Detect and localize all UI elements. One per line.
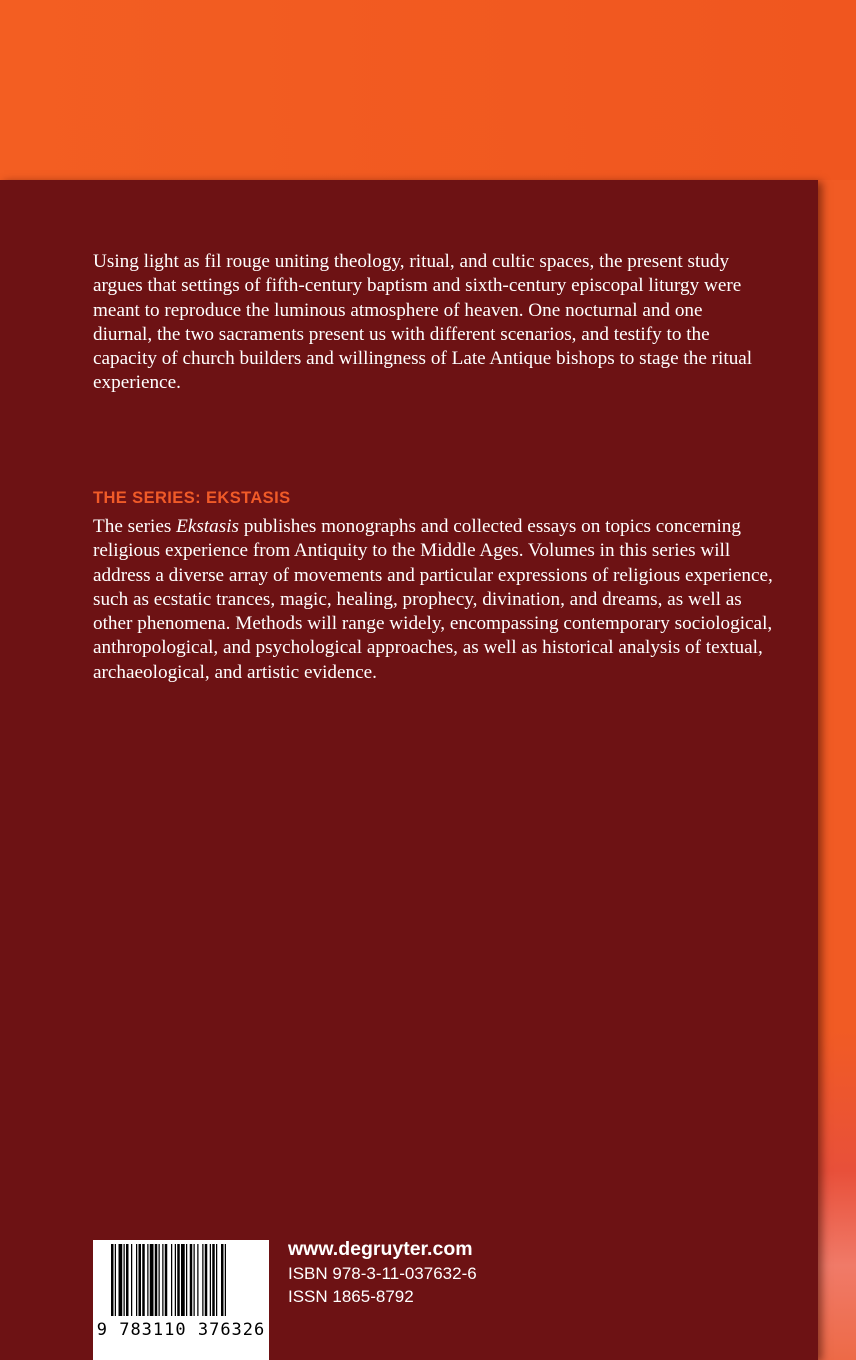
barcode-bar	[139, 1244, 142, 1316]
publisher-info	[288, 1236, 477, 1308]
barcode-bar	[210, 1244, 211, 1316]
series-heading: THE SERIES: EKSTASIS	[93, 489, 291, 507]
isbn-number: ISBN 978-3-11-037632-6	[288, 1264, 477, 1283]
barcode-digits: 9 783110 376326	[96, 1320, 266, 1340]
barcode-bar	[175, 1244, 176, 1316]
barcode-bar	[202, 1244, 203, 1316]
barcode-bar	[124, 1244, 125, 1316]
barcode-bar	[165, 1244, 168, 1316]
barcode-bar	[119, 1244, 123, 1316]
barcode-bar	[147, 1244, 148, 1316]
barcode-bar	[181, 1244, 185, 1316]
barcode-bar	[131, 1244, 132, 1316]
barcode-bar	[111, 1244, 114, 1316]
barcode-bar	[205, 1244, 208, 1316]
barcode-bar	[177, 1244, 180, 1316]
series-description-prefix: The series	[93, 516, 177, 537]
book-blurb: Using light as fil rouge uniting theology, ritual, and cultic spaces, the present study argues that settings of fifth-century baptism and sixth-century episcopal liturgy were meant to reproduce the luminous atmosphere of heaven. One nocturnal and one diurnal, the two sacraments present us with different scenarios, and testify to the capacity of church builders and willingness of Late Antique bishops to stage the ritual experience.	[93, 251, 753, 394]
barcode-bar	[162, 1244, 163, 1316]
barcode-bar	[212, 1244, 215, 1316]
barcode-bar	[194, 1244, 195, 1316]
barcode-bar	[225, 1244, 226, 1316]
barcode-bar	[216, 1244, 217, 1316]
barcode-bar	[142, 1244, 145, 1316]
barcode-bar	[171, 1244, 172, 1316]
series-name: Ekstasis	[176, 516, 240, 537]
barcode-bar	[159, 1244, 160, 1316]
barcode-bar	[186, 1244, 187, 1316]
issn-number: ISSN 1865-8792	[288, 1287, 414, 1306]
series-description	[93, 515, 773, 685]
barcode-bar	[150, 1244, 154, 1316]
barcode-bar	[221, 1244, 224, 1316]
barcode-bar	[126, 1244, 129, 1316]
barcode-bar	[115, 1244, 116, 1316]
barcode-bar	[197, 1244, 198, 1316]
series-description-rest: publishes monographs and collected essays on topics concerning religious experience from Antiquity to the Middle Ages. Volumes in this series will address a diverse array of movements and particular expressions of religious experience, such as ecstatic trances, magic, healing, prophecy, divination, and dreams, as well as other phenomena. Methods will range widely, encompassing contemporary sociological, anthropological, and psychological approaches, as well as historical analysis of textual, archaeological, and artistic evidence.	[93, 516, 773, 683]
barcode-bar	[136, 1244, 137, 1316]
barcode-bar	[155, 1244, 158, 1316]
cover-orange-right-strip	[818, 180, 856, 1360]
cover-orange-top	[0, 0, 856, 180]
publisher-website[interactable]: www.degruyter.com	[288, 1238, 473, 1260]
barcode-bars	[93, 1240, 269, 1320]
isbn-barcode	[93, 1240, 269, 1360]
barcode-bar	[190, 1244, 193, 1316]
